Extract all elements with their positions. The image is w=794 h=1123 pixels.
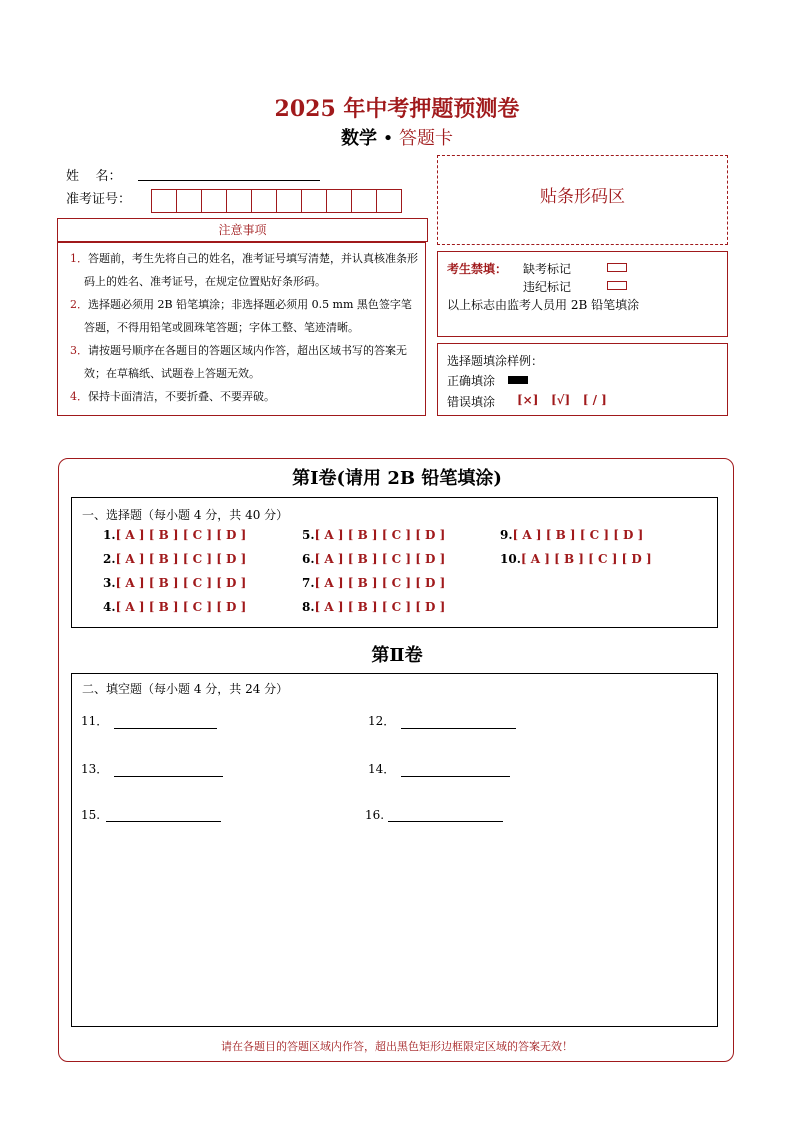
forbidden-note: 以上标志由监考人员用 2B 铅笔填涂 xyxy=(447,298,640,312)
answer-line[interactable] xyxy=(114,762,223,777)
id-digit-box[interactable] xyxy=(201,189,227,213)
fill-item: 11． xyxy=(81,712,217,729)
notice-item: 1．答题前，考生先将自己的姓名，准考证号填写清楚，并认真核准条形码上的姓名、准考证号，在规定位置贴好条形码。 xyxy=(70,252,418,288)
choice-question[interactable]: 8.[ A ] [ B ] [ C ] [ D ] xyxy=(302,600,446,614)
id-label: 准考证号： xyxy=(66,192,132,207)
barcode-area: 贴条形码区 xyxy=(437,155,728,245)
missing-mark-box[interactable] xyxy=(607,263,627,272)
forbidden-label: 考生禁填： xyxy=(447,262,508,276)
id-digit-box[interactable] xyxy=(226,189,252,213)
notice-item: 4．保持卡面清洁，不要折叠、不要弄破。 xyxy=(70,390,275,403)
choice-question[interactable]: 4.[ A ] [ B ] [ C ] [ D ] xyxy=(103,600,247,614)
notice-item: 2．选择题必须用 2B 铅笔填涂；非选择题必须用 0.5 mm 黑色签字笔答题，不得用铅笔或圆珠笔答题；字体工整、笔迹清晰。 xyxy=(70,298,412,334)
id-digit-box[interactable] xyxy=(276,189,302,213)
id-digit-box[interactable] xyxy=(176,189,202,213)
missing-mark-label: 缺考标记 xyxy=(523,262,572,276)
id-digit-box[interactable] xyxy=(251,189,277,213)
violation-mark-label: 违纪标记 xyxy=(523,280,572,294)
choice-question[interactable]: 2.[ A ] [ B ] [ C ] [ D ] xyxy=(103,552,247,566)
name-field[interactable] xyxy=(138,180,320,181)
subject: 数学 xyxy=(340,128,377,149)
notice-item: 3．请按题号顺序在各题目的答题区域内作答，超出区域书写的答案无效；在草稿纸、试题卷上答题无效。 xyxy=(70,344,407,380)
answer-line[interactable] xyxy=(401,714,516,729)
id-digit-box[interactable] xyxy=(376,189,402,213)
exam-subtitle xyxy=(0,124,794,150)
choice-question[interactable]: 7.[ A ] [ B ] [ C ] [ D ] xyxy=(302,576,446,590)
id-digit-box[interactable] xyxy=(351,189,377,213)
choice-question[interactable]: 3.[ A ] [ B ] [ C ] [ D ] xyxy=(103,576,247,590)
violation-mark-box[interactable] xyxy=(607,281,627,290)
sheet-label: 答题卡 xyxy=(399,128,454,149)
choice-question[interactable]: 6.[ A ] [ B ] [ C ] [ D ] xyxy=(302,552,446,566)
id-number-boxes[interactable] xyxy=(151,189,401,213)
part1-title: 第Ⅰ卷(请用 2B 铅笔填涂) xyxy=(292,468,502,489)
sample-title: 选择题填涂样例： xyxy=(447,354,544,368)
correct-fill-mark xyxy=(508,376,528,384)
answer-line[interactable] xyxy=(388,807,503,822)
fill-item: 14． xyxy=(368,760,510,777)
id-digit-box[interactable] xyxy=(326,189,352,213)
name-label: 姓 名： xyxy=(66,169,122,184)
part2-title: 第Ⅱ卷 xyxy=(371,645,423,666)
choice-section-title: 一、选择题（每小题 4 分，共 40 分） xyxy=(82,508,289,522)
id-digit-box[interactable] xyxy=(151,189,177,213)
wrong-fill-label: 错误填涂 xyxy=(447,395,496,409)
choice-section xyxy=(71,497,718,628)
fill-item: 13． xyxy=(81,760,223,777)
sample-box xyxy=(437,343,728,416)
answer-line[interactable] xyxy=(401,762,510,777)
answer-line[interactable] xyxy=(114,714,217,729)
wrong-fill-marks: [×] [√] [ / ] xyxy=(517,393,607,407)
choice-question[interactable]: 9.[ A ] [ B ] [ C ] [ D ] xyxy=(500,528,644,542)
id-digit-box[interactable] xyxy=(301,189,327,213)
choice-question[interactable]: 10.[ A ] [ B ] [ C ] [ D ] xyxy=(500,552,652,566)
notice-heading: 注意事项 xyxy=(57,218,428,242)
correct-fill-label: 正确填涂 xyxy=(447,374,496,388)
fill-section-title: 二、填空题（每小题 4 分，共 24 分） xyxy=(82,682,289,696)
fill-section xyxy=(71,673,718,1027)
choice-question[interactable]: 1.[ A ] [ B ] [ C ] [ D ] xyxy=(103,528,247,542)
exam-title: 2025 年中考押题预测卷 xyxy=(274,96,520,122)
footer-note: 请在各题目的答题区域内作答，超出黑色矩形边框限定区域的答案无效！ xyxy=(221,1040,573,1053)
separator-dot: • xyxy=(382,128,394,149)
notice-box xyxy=(57,242,426,416)
fill-item: 12． xyxy=(368,712,516,729)
forbidden-box xyxy=(437,251,728,337)
fill-item: 15. xyxy=(81,807,221,822)
answer-line[interactable] xyxy=(106,807,221,822)
fill-item: 16. xyxy=(365,807,503,822)
choice-question[interactable]: 5.[ A ] [ B ] [ C ] [ D ] xyxy=(302,528,446,542)
